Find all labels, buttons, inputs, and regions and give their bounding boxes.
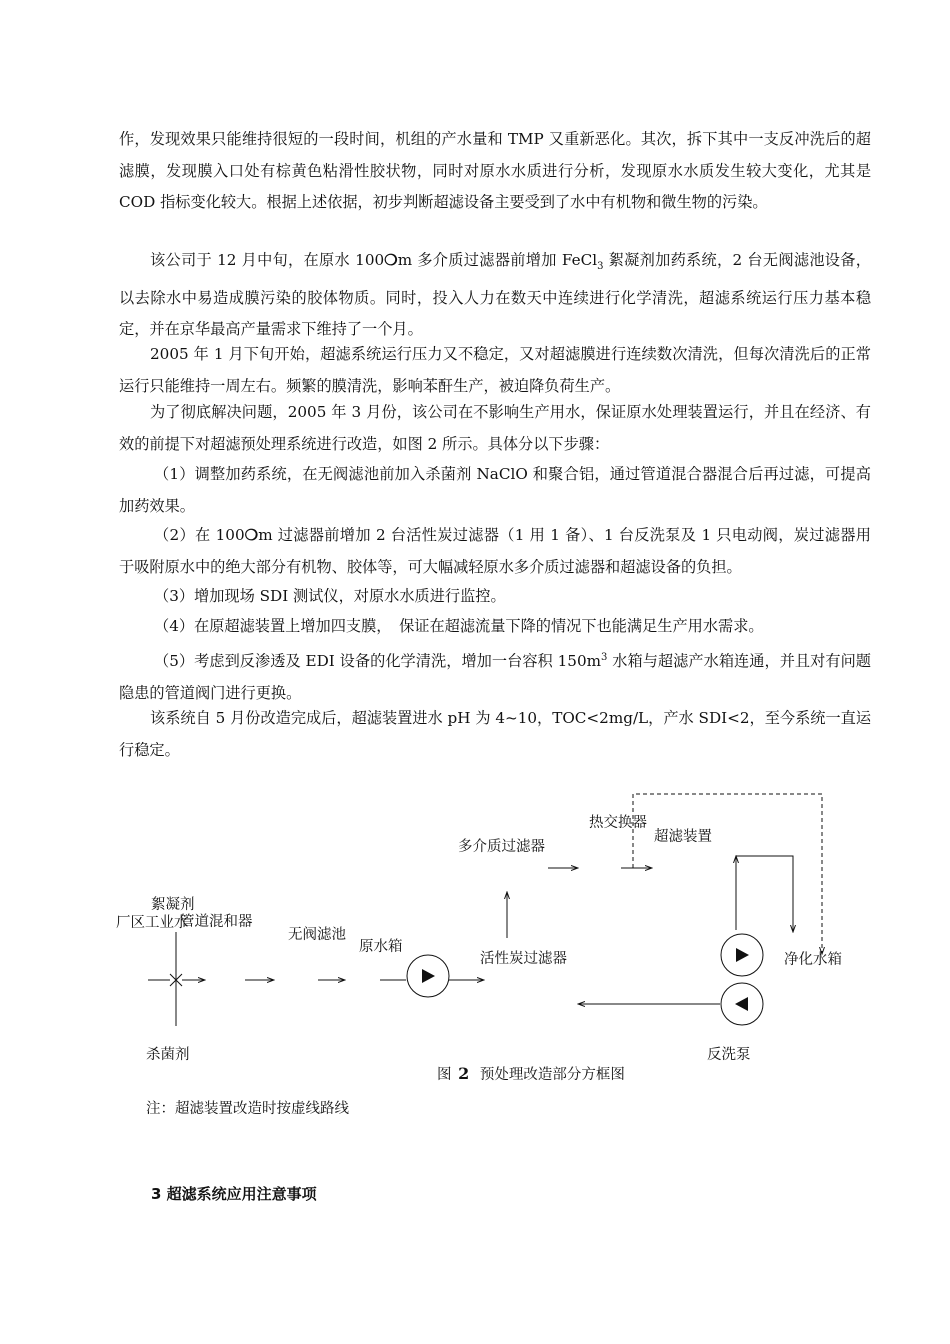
paragraph-4: 为了彻底解决问题，2005 年 3 月份，该公司在不影响生产用水，保证原水处理装置运行，并且在经济、有效的前提下对超滤预处理系统进行改造，如图 2 所示。具体分以下步骤： [119,403,871,453]
label-clean-water-tank: 净化水箱 [784,952,842,968]
subscript-3: 3 [597,261,604,273]
label-raw-water-tank: 原水箱 [359,939,403,955]
backwash-pump-triangle [735,997,748,1011]
label-heat-exchanger: 热交换器 [589,815,647,831]
step-2 [119,520,871,583]
paragraph-3: 2005 年 1 月下旬开始，超滤系统运行压力又不稳定，又对超滤膜进行连续数次清洗，但每次清洗后的正常运行只能维持一周左右。频繁的膜清洗，影响苯酐生产，被迫降负荷生产。 [119,345,871,395]
step-2-part-a: （2）在 100 [154,526,245,544]
figure-caption [437,1064,625,1083]
paragraph-1: 作，发现效果只能维持很短的一段时间，机组的产水量和 TMP 又重新恶化。其次，拆下其中一支反冲洗后的超滤膜，发现膜入口处有棕黄色粘滑性胶状物，同时对原水水质进行分析，发现原水水质发生较大变化，尤其是 COD 指标变化较大。根据上述依据，初步判断超滤设备主要受到了水中有机物和微生物的污染。 [119,130,871,211]
step-5-part-a: （5）考虑到反渗透及 EDI 设备的化学清洗，增加一台容积 150m [154,652,602,671]
uf-outlet-line [736,856,793,932]
label-backwash-pump: 反洗泵 [707,1047,751,1063]
caption-text: 预处理改造部分方框图 [479,1067,625,1083]
dashed-bypass-route [633,794,822,954]
label-flocculant: 絮凝剂 [151,897,195,913]
cubic-meter-glyph: ❍ [384,251,398,269]
paragraph-2-part-c: 絮凝剂加药系统，2 台无阀滤池设备，以去除水中易造成膜污染的胶体物质。同时，投入人力在数天中连续进行化学清洗，超滤系统运行压力基本稳定，并在京华最高产量需求下维持了一个月。 [119,251,871,339]
section-heading: 3 超滤系统应用注意事项 [151,1185,317,1203]
paragraph-2 [119,245,871,346]
label-activated-carbon-filter: 活性炭过滤器 [480,951,567,967]
label-uf-device: 超滤装置 [654,829,712,845]
pretreatment-flow-diagram [0,780,950,1100]
uf-pump-triangle [736,948,749,962]
step-2-part-b: m 过滤器前增加 2 台活性炭过滤器（1 用 1 备）、1 台反洗泵及 1 只电动阀，炭过滤器用于吸附原水中的绝大部分有机物、胶体等，可大幅减轻原水多介质过滤器和超滤设备的负担。 [119,526,871,576]
step-1: （1）调整加药系统，在无阀滤池前加入杀菌剂 NaClO 和聚合铝，通过管道混合器混合后再过滤，可提高加药效果。 [119,465,871,515]
label-pipe-mixer: 管道混和器 [180,914,253,930]
diagram-note: 注：超滤装置改造时按虚线路线 [146,1101,349,1117]
step-4: （4）在原超滤装置上增加四支膜， 保证在超滤流量下降的情况下也能满足生产用水需求。 [154,617,764,635]
paragraph-2-part-b: m 多介质过滤器前增加 FeCl [397,251,598,269]
superscript-3: 3 [601,652,608,663]
label-multimedia-filter: 多介质过滤器 [458,839,545,855]
label-bactericide: 杀菌剂 [146,1047,190,1063]
caption-prefix: 图 [437,1067,452,1083]
label-plant-water: 厂区工业水 [116,915,189,931]
paragraph-5: 该系统自 5 月份改造完成后，超滤装置进水 pH 为 4~10，TOC<2mg/L，产水 SDI<2，至今系统一直运行稳定。 [119,709,872,759]
caption-number: 2 [458,1064,470,1083]
paragraph-2-part-a: 该公司于 12 月中旬，在原水 100 [150,251,385,269]
step-5-part-b: 水箱与超滤产水箱连通，并且对有问题隐患的管道阀门进行更换。 [119,652,871,702]
label-valveless-filter: 无阀滤池 [288,927,346,943]
cubic-meter-glyph: ❍ [244,526,259,544]
feed-pump-triangle [422,969,435,983]
step-3: （3）增加现场 SDI 测试仪，对原水水质进行监控。 [154,587,506,605]
step-5 [119,642,871,709]
